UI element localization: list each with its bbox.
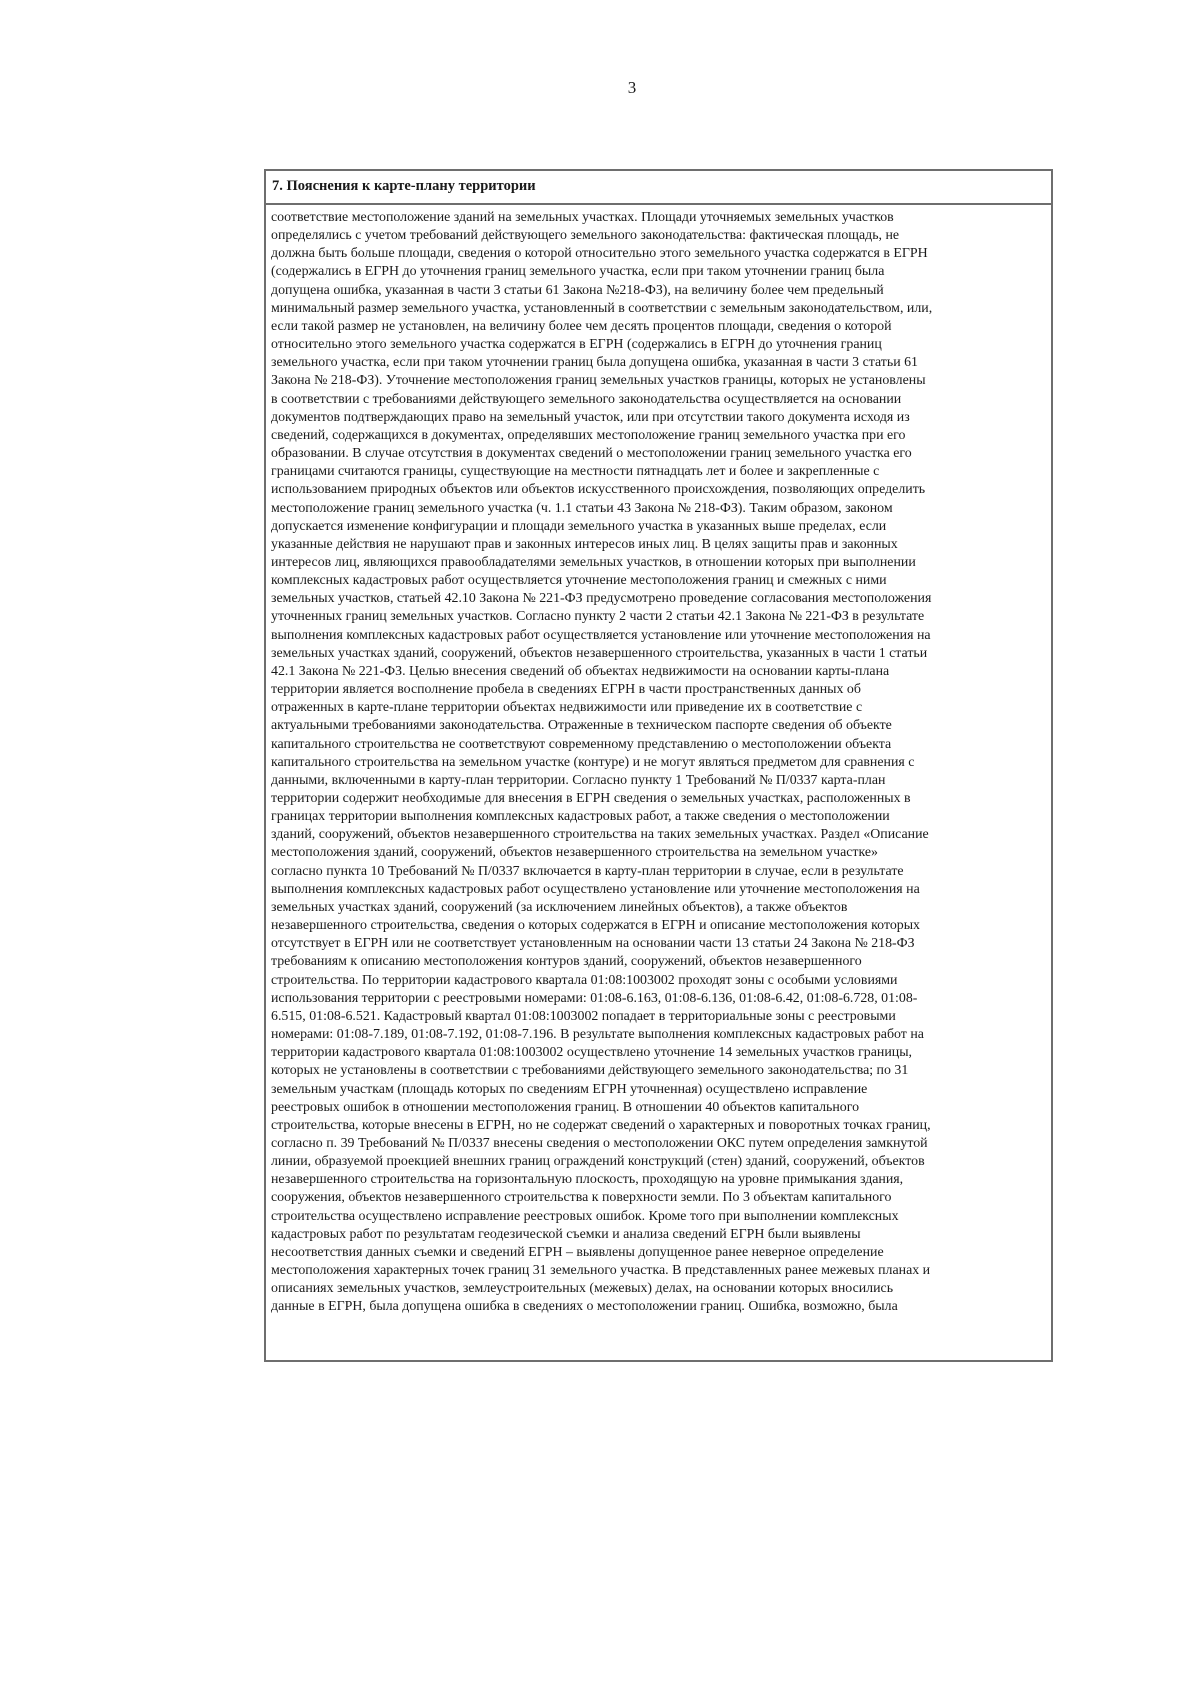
text-line: отсутствует в ЕГРН или не соответствует установленным на основании части 13 статьи 24 Закона № 218-ФЗ [271,936,915,952]
text-line: допускается изменение конфигурации и площади земельного участка в указанных выше пределах, если [271,518,887,534]
text-line: несоответствия данных съемки и сведений ЕГРН – выявлены допущенное ранее неверное определение [271,1244,884,1260]
text-line: земельного участка, если при таком уточнении границ была допущена ошибка, указанная в части 3 статьи 61 [271,355,918,371]
text-line: территории содержит необходимые для внесения в ЕГРН сведения о земельных участках, расположенных в [271,791,911,806]
text-line: капитального строительства не соответствуют современному представлению о местоположении объекта [271,736,892,752]
text-line: допущена ошибка, указанная в части 3 статьи 61 Закона №218-ФЗ), на величину более чем предельный [271,282,884,298]
text-line: земельным участкам (площадь которых по сведениям ЕГРН уточненная) осуществлено исправление [271,1081,868,1097]
text-line: линии, образуемой проекцией внешних границ ограждений конструкций (стен) зданий, сооружений, объектов [271,1154,925,1170]
text-line: сооружения, объектов незавершенного строительства к поверхности земли. По 3 объектам капитального [271,1190,892,1206]
text-line: выполнения комплексных кадастровых работ осуществляется установление или уточнение местоположения на [271,627,931,643]
text-line: границах территории выполнения комплексных кадастровых работ, а также сведения о местоположении [271,809,890,825]
text-line: строительства. По территории кадастрового квартала 01:08:1003002 проходят зоны с особыми условиями [271,972,898,988]
section-body [266,205,1051,1362]
text-line: комплексных кадастровых работ осуществляется уточнение местоположения границ и смежных с ними [271,573,887,589]
text-line: местоположения зданий, сооружений, объектов незавершенного строительства на земельном участке» [271,845,879,861]
text-line: если такой размер не установлен, на величину более чем десять процентов площади, сведения о которой [271,318,892,334]
text-line: строительства осуществлено исправление реестровых ошибок. Кроме того при выполнении комплексных [271,1208,899,1224]
explanations-table [264,169,1053,1362]
text-line: уточненных границ земельных участков. Согласно пункту 2 части 2 статьи 42.1 Закона № 221-ФЗ в результате [271,609,925,625]
text-line: территории кадастрового квартала 01:08:1003002 осуществлено уточнение 14 земельных участков границы, [271,1045,913,1061]
text-line: соответствие местоположение зданий на земельных участках. Площади уточняемых земельных участков [271,210,894,225]
text-line: незавершенного строительства, сведения о которых содержатся в ЕГРН и описание местоположения которых [271,918,920,934]
text-line: указанные действия не нарушают прав и законных интересов иных лиц. В целях защиты прав и законных [271,536,898,552]
text-line: интересов лиц, являющихся правообладателями земельных участков, в отношении которых при выполнении [271,554,916,570]
text-line: 42.1 Закона № 221-ФЗ. Целью внесения сведений об объектах недвижимости на основании карты-плана [271,663,890,679]
text-line: (содержались в ЕГРН до уточнения границ земельного участка, если при таком уточнении границ была [271,264,885,280]
text-line: документов подтверждающих право на земельный участок, или при отсутствии такого документа исходя из [271,409,910,425]
text-line: которых не установлены в соответствии с требованиями действующего земельного законодательства; по 31 [271,1063,909,1079]
text-line: образовании. В случае отсутствия в документах сведений о местоположении границ земельного участка его [271,446,912,462]
text-line: строительства, которые внесены в ЕГРН, но не содержат сведений о характерных и поворотных точках границ, [271,1117,931,1133]
text-line: местоположение границ земельного участка (ч. 1.1 статьи 43 Закона № 218-ФЗ). Таким образом, законом [271,500,893,516]
text-line: использованием природных объектов или объектов искусственного происхождения, позволяющих определить [271,482,926,498]
text-line: данные в ЕГРН, была допущена ошибка в сведениях о местоположении границ. Ошибка, возможно, была [271,1299,898,1315]
text-line: использования территории с реестровыми номерами: 01:08-6.163, 01:08-6.136, 01:08-6.42, 01:08-6.728, 01:08- [271,990,918,1006]
text-line: актуальными требованиями законодательства. Отраженные в техническом паспорте сведения об объекте [271,718,892,734]
page-number: 3 [627,78,637,97]
text-line: Закона № 218-ФЗ). Уточнение местоположения границ земельных участков границы, которых не установлены [271,373,926,389]
text-line: описаниях земельных участков, землеустроительных (межевых) делах, на основании которых вносились [271,1281,894,1297]
text-line: земельных участков, статьей 42.10 Закона № 221-ФЗ предусмотрено проведение согласования местоположения [271,591,932,607]
text-line: согласно пункта 10 Требований № П/0337 включается в карту-план территории в случае, если в результате [271,863,904,879]
text-line: границами считаются границы, существующие на местности пятнадцать лет и более и закрепленные с [271,464,880,480]
text-line: территории является восполнение пробела в сведениях ЕГРН в части пространственных данных об [271,682,861,698]
text-line: кадастровых работ по результатам геодезической съемки и анализа сведений ЕГРН были выявлены [271,1226,861,1242]
text-line: сведений, содержащихся в документах, определявших местоположение границ земельного участка при его [271,427,906,443]
text-line: минимальный размер земельного участка, установленный в соответствии с земельным законодательством, или, [271,300,933,316]
text-line: отраженных в карте-плане территории объектах недвижимости или приведение их в соответствие с [271,700,863,716]
text-line: земельных участках зданий, сооружений (за исключением линейных объектов), а также объектов [271,899,848,915]
text-line: реестровых ошибок в отношении местоположения границ. В отношении 40 объектов капитального [271,1099,860,1115]
text-line: выполнения комплексных кадастровых работ осуществлено установление или уточнение местоположения на [271,881,920,897]
text-line: зданий, сооружений, объектов незавершенного строительства на таких земельных участках. Раздел «Описание [271,827,929,843]
text-line: определялись с учетом требований действующего земельного законодательства: фактическая площадь, не [271,228,900,244]
text-line: местоположения характерных точек границ 31 земельного участка. В представленных ранее межевых планах и [271,1263,931,1279]
text-line: должна быть больше площади, сведения о которой относительно этого земельного участка содержатся в ЕГРН [271,246,928,262]
text-line: согласно п. 39 Требований № П/0337 внесены сведения о местоположении ОКС путем определения замкнутой [271,1135,928,1151]
section-title: 7. Пояснения к карте-плану территории [266,171,1051,205]
text-line: относительно этого земельного участка содержатся в ЕГРН (содержались в ЕГРН до уточнения границ [271,337,882,353]
text-line: капитального строительства на земельном участке (контуре) и не могут являться предметом для сравнения с [271,754,915,770]
text-line: земельных участках зданий, сооружений, объектов незавершенного строительства, указанных в части 1 статьи [271,645,928,661]
text-line: требованиям к описанию местоположения контуров зданий, сооружений, объектов незавершенного [271,954,862,970]
text-line: в соответствии с требованиями действующего земельного законодательства осуществляется на основании [271,391,902,407]
text-line: незавершенного строительства на горизонтальную плоскость, проходящую на уровне примыкания здания, [271,1172,904,1188]
text-line: номерами: 01:08-7.189, 01:08-7.192, 01:08-7.196. В результате выполнения комплексных кадастровых работ на [271,1027,924,1043]
text-line: данными, включенными в карту-план территории. Согласно пункту 1 Требований № П/0337 карта-план [271,772,886,788]
text-line: 6.515, 01:08-6.521. Кадастровый квартал 01:08:1003002 попадает в территориальные зоны с реестровыми [271,1008,896,1024]
